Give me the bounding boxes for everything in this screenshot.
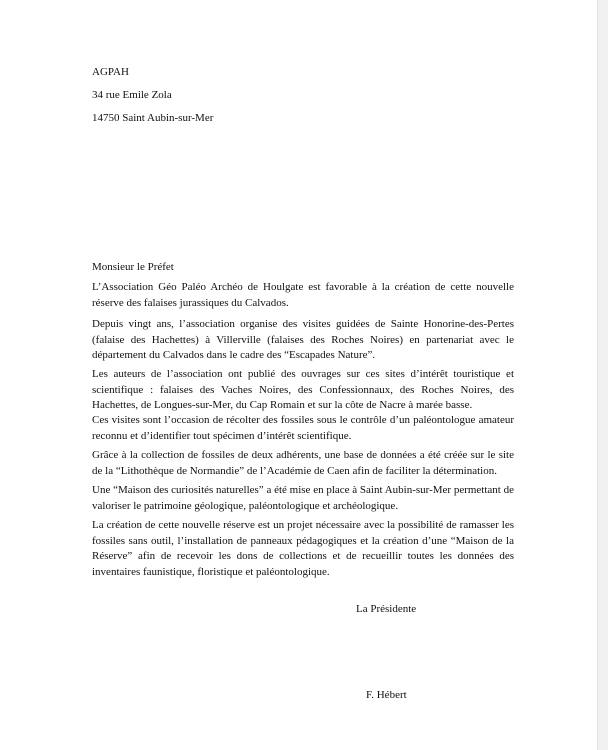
paragraph-text: Ces visites sont l’occasion de récolter des fossiles sous le contrôle d’un paléontologue amateur reconnu et d’identifier tout spécimen d’intérêt scientifique. (92, 414, 514, 442)
paragraph-text: Les auteurs de l’association ont publié des ouvrages sur ces sites d’intérêt touristique et scientifique : falaises des Vaches Noires, des Confessionnaux, des Roches Noires, des Hachettes, de Longues-sur-Mer, du Cap Romain et sur la côte de Nacre à marée basse. (92, 368, 514, 411)
paragraph-4 (92, 413, 514, 444)
sender-name: AGPAH (92, 66, 129, 78)
paragraph-text: L’Association Géo Paléo Archéo de Houlgate est favorable à la création de cette nouvelle réserve des falaises jurassiques du Calvados. (92, 281, 514, 309)
salutation: Monsieur le Préfet (92, 261, 174, 273)
closing-title: La Présidente (356, 603, 417, 615)
paragraph-2 (92, 317, 514, 364)
paragraph-1 (92, 280, 514, 311)
page-scrollbar[interactable] (597, 0, 608, 750)
sender-street: 34 rue Emile Zola (92, 89, 172, 101)
sender-city: 14750 Saint Aubin-sur-Mer (92, 112, 214, 124)
paragraph-3 (92, 367, 514, 414)
paragraph-text: Depuis vingt ans, l’association organise des visites guidées de Sainte Honorine-des-Pertes (falaise des Hachettes) à Villerville (falaises des Roches Noires) en partenariat avec le département du Calvados dans le cadre des “Escapades Nature”. (92, 318, 514, 361)
paragraph-6 (92, 483, 514, 514)
paragraph-7 (92, 518, 514, 580)
paragraph-text: La création de cette nouvelle réserve est un projet nécessaire avec la possibilité de ramasser les fossiles sans outil, l’installation de panneaux pédagogiques et la création d’une “Maison de la Réserve” afin de recevoir les dons de collections et de recueillir toutes les données des inventaires faunistique, floristique et paléontologique. (92, 519, 514, 578)
paragraph-text: Une “Maison des curiosités naturelles” a été mise en place à Saint Aubin-sur-Mer permettant de valoriser le patrimoine géologique, paléontologique et archéologique. (92, 484, 514, 512)
signature-name: F. Hébert (366, 689, 407, 701)
paragraph-text: Grâce à la collection de fossiles de deux adhérents, une base de données a été créée sur le site de la “Lithothèque de Normandie” de l’Académie de Caen afin de faciliter la détermination. (92, 449, 514, 477)
paragraph-5 (92, 448, 514, 479)
